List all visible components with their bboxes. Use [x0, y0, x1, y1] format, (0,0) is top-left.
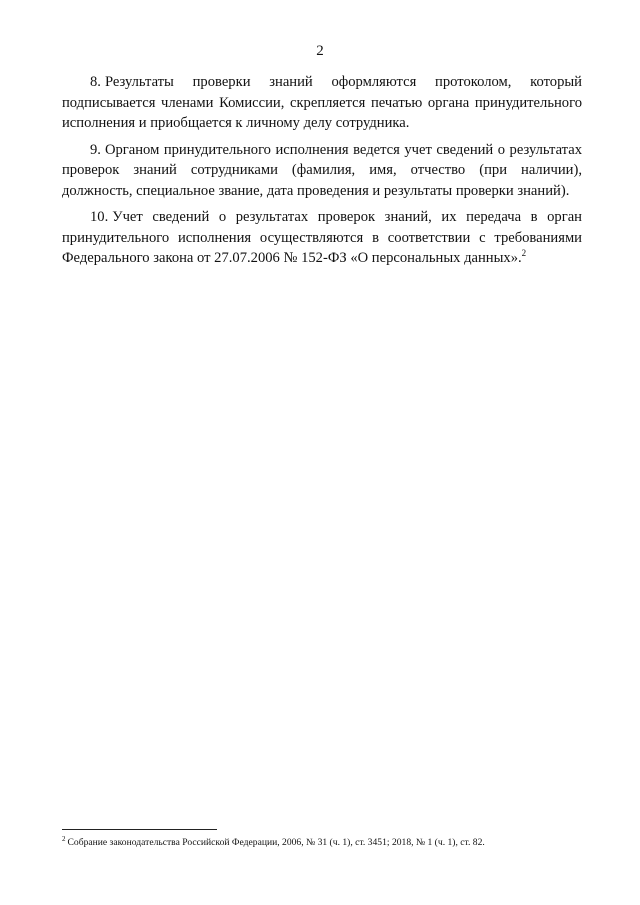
paragraph-9 [62, 140, 582, 202]
paragraph-10 [62, 207, 582, 269]
document-body [62, 72, 582, 275]
footnote-reference: 2 [521, 248, 527, 258]
page-number: 2 [316, 43, 324, 59]
paragraph-text: Органом принудительного исполнения ведется учет сведений о результатах проверок знаний сотрудниками (фамилия, имя, отчество (при наличии), должность, специальное звание, дата проведения и результаты проверки знаний). [62, 141, 582, 199]
footnote [62, 836, 602, 849]
footnote-separator [62, 829, 217, 830]
footnote-text: Собрание законодательства Российской Федерации, 2006, № 31 (ч. 1), ст. 3451; 2018, № 1 (ч. 1), ст. 82. [67, 837, 485, 848]
footnote-marker: 2 [62, 835, 66, 843]
paragraph-8 [62, 72, 582, 134]
paragraph-text: Результаты проверки знаний оформляются протоколом, который подписывается членами Комиссии, скрепляется печатью органа принудительного исполнения и приобщается к личному делу сотрудника. [62, 74, 582, 131]
paragraph-number: 8. [90, 74, 101, 90]
paragraph-number: 10. [90, 209, 109, 225]
paragraph-text: Учет сведений о результатах проверок знаний, их передача в орган принудительного исполнения осуществляются в соответствии с требованиями Федерального закона от 27.07.2006 № 152-ФЗ «О персональных данных». [62, 209, 582, 266]
paragraph-number: 9. [90, 141, 101, 158]
